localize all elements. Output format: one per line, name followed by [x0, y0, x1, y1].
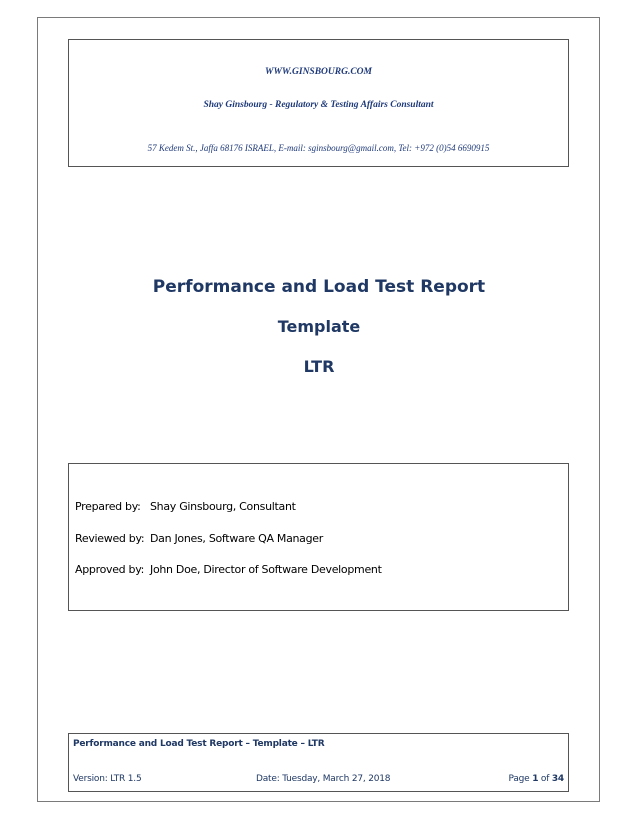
approvals-box: [68, 463, 569, 611]
footer-title: Performance and Load Test Report – Template – LTR: [73, 739, 325, 749]
approval-label: Approved by:: [75, 563, 145, 576]
consultant-name: Shay Ginsbourg - Regulatory & Testing Affairs Consultant: [203, 100, 434, 110]
page-current: 1: [532, 774, 539, 784]
approval-value: Dan Jones, Software QA Manager: [150, 532, 323, 545]
approval-row-approved: [75, 563, 382, 576]
approval-label: Prepared by:: [75, 500, 141, 513]
website-link[interactable]: WWW.GINSBOURG.COM: [265, 67, 372, 77]
document-title: Performance and Load Test Report: [152, 277, 486, 297]
document-subtitle: Template: [277, 317, 361, 336]
approval-label: Reviewed by:: [75, 532, 145, 545]
page-prefix: Page: [508, 774, 530, 784]
page-of: of: [540, 774, 550, 784]
approval-row-reviewed: [75, 532, 323, 545]
letterhead-box: [68, 39, 569, 167]
footer-version: Version: LTR 1.5: [73, 774, 142, 784]
approval-row-prepared: [75, 500, 296, 513]
approval-value: John Doe, Director of Software Development: [150, 563, 382, 576]
footer-date: Date: Tuesday, March 27, 2018: [256, 774, 391, 784]
footer-page-number: [509, 774, 564, 784]
page-footer: [68, 733, 569, 792]
page-total: 34: [551, 774, 564, 784]
document-code: LTR: [303, 357, 335, 376]
contact-address: 57 Kedem St., Jaffa 68176 ISRAEL, E-mail: sginsbourg@gmail.com, Tel: +972 (0)54 6690915: [147, 143, 490, 153]
approval-value: Shay Ginsbourg, Consultant: [150, 500, 296, 513]
